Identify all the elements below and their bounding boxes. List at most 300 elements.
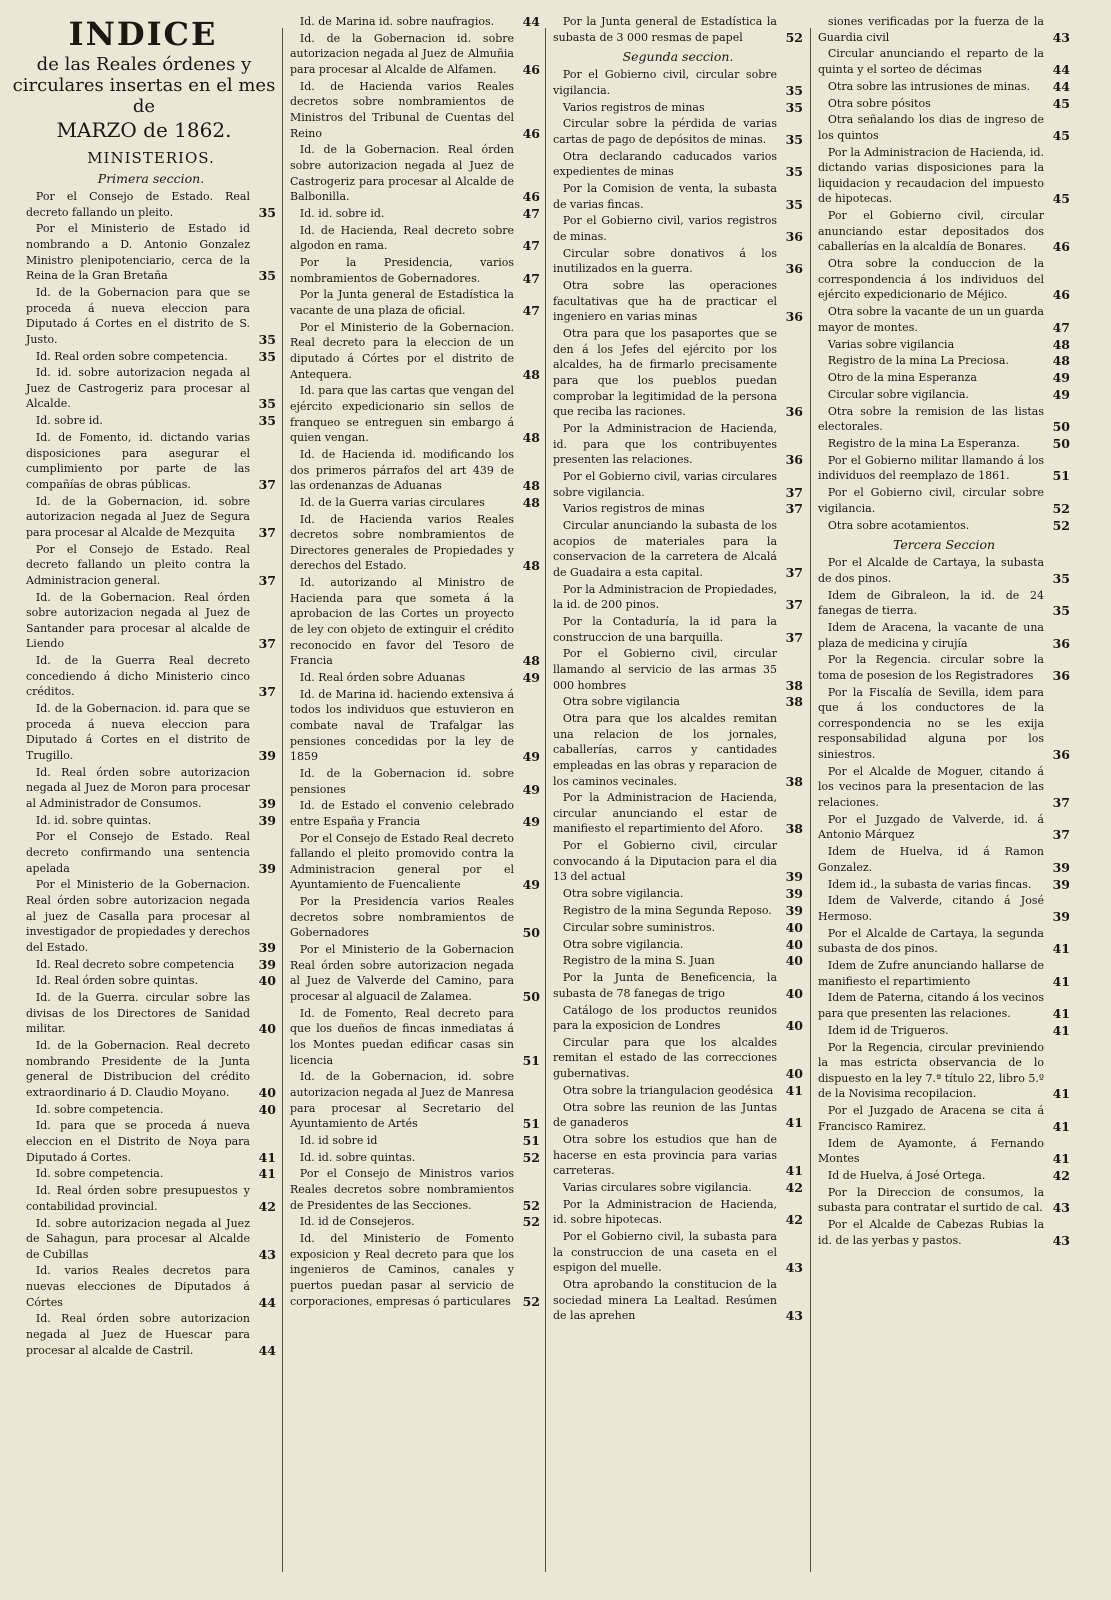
index-entry	[818, 304, 1070, 335]
entry-page-number: 39	[1052, 908, 1070, 924]
entry-page-number: 45	[1052, 95, 1070, 111]
entry-page-number: 44	[1052, 78, 1070, 94]
index-entry	[290, 142, 540, 204]
entry-text: Otra señalando los dias de ingreso de los quintos	[818, 113, 1044, 142]
entry-text: Por el Gobierno civil, circular convocando á la Diputacion para el dia 13 del actual	[553, 839, 777, 884]
index-entry	[818, 1168, 1070, 1184]
index-entry	[290, 223, 540, 254]
entry-text: Por el Ministerio de la Gobernacion. Real decreto para la eleccion de un diputado á Córtes por el distrito de Antequera.	[290, 320, 514, 381]
index-entry	[818, 685, 1070, 763]
section-heading-tercera: Tercera Seccion	[892, 537, 996, 553]
entry-text: Por el Consejo de Estado. Real decreto fallando un pleito contra la Administracion general.	[26, 542, 250, 587]
index-entry	[818, 14, 1070, 45]
entry-page-number: 43	[785, 1308, 803, 1324]
entry-list	[553, 67, 803, 1324]
entry-text: Id. sobre competencia.	[35, 1102, 164, 1116]
entry-page-number: 37	[258, 636, 276, 652]
entry-page-number: 47	[1052, 319, 1070, 335]
entry-text: Por el Gobierno civil, circular llamando al servicio de las armas 35 000 hombres	[553, 647, 777, 692]
index-entry	[290, 512, 540, 574]
column-divider	[282, 28, 283, 1572]
index-entry	[26, 494, 276, 541]
index-entry	[553, 501, 803, 517]
entry-page-number: 42	[785, 1212, 803, 1228]
index-entry	[818, 387, 1070, 403]
section-heading-primera: Primera seccion.	[97, 171, 205, 186]
entry-page-number: 48	[522, 430, 540, 446]
entry-page-number: 49	[522, 749, 540, 765]
index-entry	[818, 145, 1070, 207]
entry-page-number: 43	[258, 1246, 276, 1262]
index-entry	[818, 1103, 1070, 1134]
entry-page-number: 37	[258, 684, 276, 700]
entry-page-number: 35	[785, 131, 803, 147]
entry-text: Id de Huelva, á José Ortega.	[827, 1168, 986, 1182]
index-entry	[553, 886, 803, 902]
entry-page-number: 50	[522, 925, 540, 941]
index-entry	[553, 937, 803, 953]
entry-page-number: 52	[522, 1293, 540, 1309]
entry-page-number: 35	[258, 348, 276, 364]
entry-page-number: 45	[1052, 191, 1070, 207]
index-entry	[818, 844, 1070, 875]
entry-text: Id. para que las cartas que vengan del ejército expedicionario sin sellos de franqueo se entreguen sin embargo á quien vengan.	[290, 384, 514, 445]
entry-text: Id. de Hacienda varios Reales decretos sobre nombramientos de Ministros del Tribunal de Cuentas del Reino	[290, 79, 514, 140]
entry-text: Por el Alcalde de Cabezas Rubias la id. de las yerbas y pastos.	[818, 1218, 1044, 1247]
entry-page-number: 39	[258, 795, 276, 811]
entry-page-number: 44	[258, 1294, 276, 1310]
index-entry	[553, 920, 803, 936]
entry-text: Id. de la Gobernacion. id. para que se proceda á nueva eleccion para Diputado á Cortes en el distrito de Trugillo.	[26, 702, 250, 762]
index-entry	[290, 383, 540, 445]
entry-text: Id. de Fomento, Real decreto para que los dueños de fincas inmediatas á los Montes puedan edificar casas sin licencia	[290, 1006, 514, 1067]
entry-page-number: 36	[785, 261, 803, 277]
entry-text: Id. de la Gobernacion. Real órden sobre autorizacion negada al Juez de Castrogeriz para procesar al Alcalde de Balbonilla.	[290, 143, 514, 204]
entry-text: Circular sobre suministros.	[562, 920, 716, 934]
index-entry	[553, 116, 803, 147]
entry-page-number: 47	[522, 238, 540, 254]
entry-page-number: 36	[785, 404, 803, 420]
entry-page-number: 52	[522, 1214, 540, 1230]
index-entry	[290, 670, 540, 686]
entry-text: Registro de la mina Segunda Reposo.	[562, 904, 772, 917]
entry-text: Por la Administracion de Hacienda, id. dictando varias disposiciones para la liquidacion y recaudacion del impuesto de hipotecas.	[818, 145, 1044, 206]
entry-text: Otra para que los pasaportes que se den á los Jefes del ejército por los alcaldes, ha de firmarlo precisamente para que los pueblos puedan comprobar la legitimidad de la persona que reciba las raciones.	[553, 327, 777, 419]
index-entry	[553, 694, 803, 710]
entry-page-number: 41	[1052, 1118, 1070, 1134]
index-entry	[818, 926, 1070, 957]
index-entry	[553, 100, 803, 116]
entry-page-number: 43	[1052, 29, 1070, 45]
entry-page-number: 40	[785, 936, 803, 952]
index-entry	[818, 990, 1070, 1021]
entry-page-number: 37	[785, 597, 803, 613]
entry-text: Id. Real órden sobre autorizacion negada al Juez de Huescar para procesar al alcalde de Castril.	[26, 1312, 250, 1357]
entry-text: Varias sobre vigilancia	[827, 337, 955, 351]
index-entry	[553, 1035, 803, 1082]
entry-page-number: 37	[258, 572, 276, 588]
entry-page-number: 46	[522, 189, 540, 205]
entry-text: Id. sobre competencia.	[35, 1167, 164, 1181]
entry-text: Id. de la Guerra Real decreto concediendo á dicho Ministerio cinco créditos.	[26, 654, 250, 699]
entry-text: Otra sobre los estudios que han de hacerse en esta provincia para varias carreteras.	[553, 1133, 777, 1178]
index-entry	[553, 1100, 803, 1131]
entry-page-number: 42	[785, 1179, 803, 1195]
entry-text: Por el Ministerio de la Gobernacion Real órden sobre autorizacion negada al Juez de Valverde del Camino, para procesar al alguacil de Zalamea.	[290, 943, 514, 1003]
entry-page-number: 42	[1052, 1167, 1070, 1183]
entry-list	[818, 14, 1070, 533]
entry-text: Por la Regencia, circular previniendo la mas estricta observancia de lo dispuesto en la ley 7.ª título 22, libro 5.º de la Novisima recopilacion.	[818, 1040, 1044, 1101]
entry-page-number: 52	[1052, 500, 1070, 516]
entry-page-number: 44	[258, 1342, 276, 1358]
entry-text: Id. sobre id.	[35, 414, 103, 428]
entry-page-number: 37	[258, 476, 276, 492]
column-1	[12, 14, 276, 1359]
index-entry	[818, 877, 1070, 893]
entry-text: Varios registros de minas	[562, 502, 705, 516]
entry-text: Id. id. sobre quintas.	[35, 813, 152, 827]
index-entry	[26, 1102, 276, 1118]
index-entry	[290, 1214, 540, 1230]
entry-page-number: 52	[1052, 517, 1070, 533]
index-entry	[26, 365, 276, 412]
index-entry	[553, 1180, 803, 1196]
index-entry	[818, 485, 1070, 516]
entry-text: Otra sobre la conduccion de la correspondencia á los individuos del ejército expedicionario de Méjico.	[818, 257, 1044, 302]
index-entry	[26, 990, 276, 1037]
entry-page-number: 37	[258, 524, 276, 540]
index-entry	[26, 701, 276, 763]
entry-text: Por la Presidencia varios Reales decretos sobre nombramientos de Gobernadores	[290, 895, 514, 940]
entry-text: Id. de Marina id. haciendo extensiva á todos los individuos que estuvieron en combate naval de Trafalgar las pensiones concedidas por la ley de 1859	[290, 687, 514, 764]
entry-text: Id. Real órden sobre quintas.	[35, 974, 199, 988]
entry-text: Id. Real órden sobre presupuestos y contabilidad provincial.	[26, 1184, 250, 1213]
entry-text: Idem de Gibraleon, la id. de 24 fanegas de tierra.	[818, 588, 1044, 618]
index-entry	[553, 711, 803, 789]
entry-page-number: 35	[258, 413, 276, 429]
entry-page-number: 48	[522, 494, 540, 510]
entry-page-number: 49	[522, 781, 540, 797]
entry-page-number: 45	[1052, 127, 1070, 143]
index-entry	[818, 404, 1070, 435]
entry-page-number: 50	[1052, 436, 1070, 452]
index-entry	[290, 831, 540, 893]
entry-text: Otra sobre las reunion de las Juntas de ganaderos	[553, 1100, 777, 1130]
index-entry	[26, 1038, 276, 1100]
entry-page-number: 43	[785, 1260, 803, 1276]
index-entry	[553, 582, 803, 613]
entry-text: Id. Real órden sobre autorizacion negada al Juez de Moron para procesar al Administrador de Consumos.	[26, 765, 250, 810]
entry-page-number: 51	[522, 1132, 540, 1148]
entry-page-number: 41	[1052, 973, 1070, 989]
entry-page-number: 41	[785, 1115, 803, 1131]
index-entry	[290, 1150, 540, 1166]
entry-text: siones verificadas por la fuerza de la Guardia civil	[818, 15, 1044, 44]
index-entry	[553, 614, 803, 645]
entry-page-number: 41	[1052, 1151, 1070, 1167]
entry-page-number: 41	[258, 1149, 276, 1165]
entry-text: Por la Junta general de Estadística la vacante de una plaza de oficial.	[290, 288, 514, 317]
entry-text: Id. de Hacienda, Real decreto sobre algodon en rama.	[290, 223, 514, 253]
index-entry	[26, 877, 276, 955]
entry-page-number: 38	[785, 677, 803, 693]
index-entry	[26, 590, 276, 652]
entry-text: Idem id de Trigueros.	[827, 1023, 949, 1037]
entry-page-number: 44	[1052, 61, 1070, 77]
index-entry	[553, 518, 803, 580]
index-entry	[290, 1231, 540, 1309]
entry-page-number: 49	[522, 877, 540, 893]
entry-text: Idem de Zufre anunciando hallarse de manifiesto el repartimiento	[818, 959, 1044, 988]
index-entry	[553, 213, 803, 244]
entry-text: Circular anunciando el reparto de la quinta y el sorteo de décimas	[818, 47, 1044, 76]
entry-page-number: 39	[785, 886, 803, 902]
entry-page-number: 40	[258, 973, 276, 989]
index-entry	[26, 1216, 276, 1263]
index-entry	[26, 973, 276, 989]
index-entry	[290, 687, 540, 765]
entry-text: Id. Real orden sobre competencia.	[35, 349, 228, 363]
entry-text: Otro de la mina Esperanza	[827, 371, 977, 385]
entry-text: Id. autorizando al Ministro de Hacienda para que someta á la aprobacion de las Cortes un proyecto de ley con objeto de extinguir el crédito reconocido en favor del Tesoro de Francia	[290, 576, 514, 668]
entry-page-number: 40	[258, 1021, 276, 1037]
index-entry	[818, 1217, 1070, 1248]
entry-page-number: 52	[522, 1149, 540, 1165]
index-entry	[553, 838, 803, 885]
index-entry	[818, 518, 1070, 534]
index-entry	[290, 255, 540, 286]
index-entry	[290, 287, 540, 318]
entry-text: Id. de la Gobernacion id. sobre autorizacion negada al Juez de Almuñia para procesar al Alcalde de Alfamen.	[290, 31, 514, 76]
index-entry	[26, 189, 276, 220]
entry-text: Por el Gobierno civil, la subasta para la construccion de una caseta en el espigon del muelle.	[553, 1230, 777, 1275]
entry-text: Por el Alcalde de Cartaya, la subasta de dos pinos.	[818, 556, 1044, 585]
entry-page-number: 44	[522, 14, 540, 29]
entry-text: Circular para que los alcaldes remitan el estado de las correcciones gubernativas.	[553, 1035, 777, 1081]
entry-text: Por el Ministerio de Estado id nombrando a D. Antonio Gonzalez Ministro plenipotenciario, cerca de la Reina de la Gran Bretaña	[26, 222, 250, 283]
index-entry	[553, 326, 803, 420]
entry-page-number: 36	[1052, 747, 1070, 763]
entry-page-number: 35	[1052, 603, 1070, 619]
entry-page-number: 49	[522, 813, 540, 829]
entry-page-number: 46	[1052, 239, 1070, 255]
entry-page-number: 35	[258, 204, 276, 220]
entry-list	[818, 555, 1070, 1248]
entry-page-number: 48	[522, 653, 540, 669]
entry-text: Por el Consejo de Ministros varios Reales decretos sobre nombramientos de Presidentes de las Secciones.	[290, 1167, 514, 1212]
entry-text: Por el Gobierno civil, varios registros de minas.	[553, 214, 777, 244]
index-entry	[553, 970, 803, 1001]
entry-page-number: 36	[785, 452, 803, 468]
entry-page-number: 39	[258, 747, 276, 763]
index-entry	[290, 320, 540, 382]
entry-text: Idem de Paterna, citando á los vecinos para que presenten las relaciones.	[818, 991, 1044, 1021]
entry-text: Otra sobre vigilancia	[562, 695, 680, 709]
entry-page-number: 36	[785, 229, 803, 245]
entry-page-number: 38	[785, 821, 803, 837]
entry-page-number: 41	[1052, 1086, 1070, 1102]
index-entry	[553, 1197, 803, 1228]
entry-text: Id. id de Consejeros.	[299, 1215, 415, 1229]
entry-page-number: 39	[258, 812, 276, 828]
entry-text: Otra sobre las intrusiones de minas.	[827, 79, 1031, 93]
entry-page-number: 48	[522, 366, 540, 382]
entry-page-number: 38	[785, 694, 803, 710]
entry-page-number: 35	[258, 396, 276, 412]
entry-page-number: 36	[785, 309, 803, 325]
entry-page-number: 41	[785, 1163, 803, 1179]
entry-page-number: 38	[785, 773, 803, 789]
entry-page-number: 47	[522, 303, 540, 318]
entry-text: Por el Gobierno civil, circular anunciando estar depositados dos caballerías en la alcaldía de Bonares.	[818, 209, 1044, 254]
index-entry	[290, 798, 540, 829]
entry-text: Registro de la mina La Preciosa.	[827, 354, 1009, 368]
entry-page-number: 35	[785, 164, 803, 180]
page-title: INDICE	[68, 15, 218, 53]
index-entry	[818, 208, 1070, 255]
index-entry	[553, 246, 803, 277]
entry-page-number: 40	[785, 1018, 803, 1034]
entry-page-number: 36	[1052, 667, 1070, 683]
entry-text: Idem de Valverde, citando á José Hermoso.	[818, 894, 1044, 923]
entry-page-number: 48	[522, 478, 540, 494]
entry-page-number: 37	[785, 629, 803, 645]
entry-text: Id. id. sobre quintas.	[299, 1150, 416, 1164]
entry-page-number: 48	[522, 558, 540, 574]
entry-text: Registro de la mina La Esperanza.	[827, 437, 1020, 451]
entry-text: Por la Junta de Beneficencia, la subasta de 78 fanegas de trigo	[553, 971, 777, 1000]
entry-text: Varios registros de minas	[562, 100, 705, 114]
index-entry	[26, 813, 276, 829]
entry-text: Otra para que los alcaldes remitan una relacion de los jornales, caballerías, carros y cantidades empleadas en las obras y reparacion de los caminos vecinales.	[553, 712, 777, 788]
entry-page-number: 47	[522, 205, 540, 221]
entry-text: Por el Alcalde de Cartaya, la segunda subasta de dos pinos.	[818, 926, 1044, 956]
entry-page-number: 37	[785, 564, 803, 580]
index-entry	[26, 542, 276, 589]
index-entry	[553, 1229, 803, 1276]
entry-page-number: 49	[522, 669, 540, 685]
entry-page-number: 39	[1052, 859, 1070, 875]
entry-text: Por la Junta general de Estadística la subasta de 3 000 resmas de papel	[553, 15, 777, 44]
entry-text: Circular sobre donativos á los inutilizados en la guerra.	[553, 246, 777, 276]
index-entry	[818, 588, 1070, 619]
index-entry	[26, 1118, 276, 1165]
entry-page-number: 49	[1052, 370, 1070, 386]
index-entry	[26, 957, 276, 973]
entry-page-number: 51	[1052, 468, 1070, 484]
index-entry	[290, 1069, 540, 1131]
entry-text: Id. de Hacienda varios Reales decretos sobre nombramientos de Directores generales de Propiedades y derechos del Estado.	[290, 512, 514, 573]
entry-text: Id. de la Gobernacion, id. sobre autorizacion negada al Juez de Manresa para procesar al Secretario del Ayuntamiento de Artés	[290, 1070, 514, 1131]
entry-page-number: 36	[1052, 635, 1070, 651]
entry-page-number: 39	[1052, 876, 1070, 892]
entry-page-number: 39	[258, 939, 276, 955]
entry-text: Id. para que se proceda á nueva eleccion en el Distrito de Noya para Diputado á Cortes.	[26, 1119, 250, 1164]
entry-page-number: 35	[258, 268, 276, 284]
entry-text: Id. de la Gobernacion id. sobre pensiones	[290, 766, 514, 796]
index-entry	[26, 765, 276, 812]
entry-page-number: 35	[785, 82, 803, 98]
index-entry	[818, 436, 1070, 452]
index-entry	[818, 1040, 1070, 1102]
entry-page-number: 46	[1052, 287, 1070, 303]
entry-text: Id. Real decreto sobre competencia	[35, 957, 235, 971]
index-entry	[553, 1003, 803, 1034]
entry-text: Por el Gobierno civil, varias circulares sobre vigilancia.	[553, 469, 777, 499]
entry-text: Por el Juzgado de Aracena se cita á Francisco Ramirez.	[818, 1104, 1044, 1133]
entry-text: Por el Ministerio de la Gobernacion. Real órden sobre autorizacion negada al juez de Casalla para procesar al investigador de propiedades y derechos del Estado.	[26, 878, 250, 954]
entry-text: Otra sobre la remision de las listas electorales.	[818, 404, 1044, 434]
index-entry	[26, 1263, 276, 1310]
index-entry	[818, 1023, 1070, 1039]
entry-text: Otra sobre vigilancia.	[562, 937, 684, 951]
entry-text: Idem de Ayamonte, á Fernando Montes	[818, 1136, 1044, 1166]
entry-text: Id. del Ministerio de Fomento exposicion y Real decreto para que los ingenieros de Caminos, canales y puertos puedan pasar al servicio de corporaciones, empresas ó particulares	[290, 1232, 514, 1308]
index-entry	[818, 958, 1070, 989]
entry-page-number: 52	[785, 29, 803, 45]
index-entry	[26, 285, 276, 347]
entry-text: Id. de Hacienda id. modificando los dos primeros párrafos del art 439 de las ordenanzas de Aduanas	[290, 447, 514, 493]
entry-text: Por la Administracion de Hacienda, id. sobre hipotecas.	[553, 1197, 777, 1227]
entry-text: Circular anunciando la subasta de los acopios de materiales para la conservacion de la carretera de Alcalá de Guadaira a esta capital.	[553, 519, 777, 579]
index-entry	[818, 353, 1070, 369]
entry-page-number: 49	[1052, 386, 1070, 402]
index-entry	[26, 1311, 276, 1358]
entry-text: Circular sobre la pérdida de varias cartas de pago de depósitos de minas.	[553, 117, 777, 146]
index-entry	[26, 413, 276, 429]
index-entry	[818, 893, 1070, 924]
index-entry	[553, 1132, 803, 1179]
entry-page-number: 41	[258, 1166, 276, 1182]
index-entry	[553, 903, 803, 919]
index-entry	[290, 495, 540, 511]
entry-page-number: 39	[258, 860, 276, 876]
entry-text: Por la Contaduría, la id para la construccion de una barquilla.	[553, 615, 777, 644]
column-3	[553, 14, 803, 1325]
entry-list	[553, 14, 803, 45]
entry-text: Id. Real órden sobre Aduanas	[299, 670, 466, 684]
entry-text: Por la Comision de venta, la subasta de varias fincas.	[553, 182, 777, 211]
entry-list	[290, 14, 540, 1309]
page-date: MARZO de 1862.	[56, 118, 232, 142]
entry-text: Por la Direccion de consumos, la subasta para contratar el surtido de cal.	[818, 1185, 1044, 1215]
index-entry	[26, 349, 276, 365]
entry-page-number: 37	[785, 484, 803, 500]
entry-page-number: 43	[1052, 1200, 1070, 1216]
entry-text: Id. de la Gobernacion. Real decreto nombrando Presidente de la Junta general de Distribucion del crédito extraordinario á D. Claudio Moyano.	[26, 1039, 250, 1099]
entry-page-number: 40	[785, 919, 803, 935]
index-entry	[818, 1185, 1070, 1216]
index-entry	[818, 46, 1070, 77]
entry-list	[26, 189, 276, 1358]
entry-text: Por la Administracion de Propiedades, la id. de 200 pinos.	[553, 582, 777, 612]
entry-text: Idem de Aracena, la vacante de una plaza de medicina y cirujía	[818, 620, 1044, 650]
index-entry	[553, 1083, 803, 1099]
entry-page-number: 35	[785, 99, 803, 115]
entry-text: Por el Gobierno civil, circular sobre vigilancia.	[553, 68, 777, 97]
index-entry	[818, 652, 1070, 683]
index-entry	[818, 1136, 1070, 1167]
entry-text: Por la Regencia. circular sobre la toma de posesion de los Registradores	[818, 653, 1044, 682]
entry-text: Id. de Estado el convenio celebrado entre España y Francia	[290, 799, 514, 828]
index-entry	[553, 1277, 803, 1324]
entry-page-number: 46	[522, 125, 540, 141]
page-subtitle: de las Reales órdenes y circulares insertas en el mes de	[12, 54, 276, 117]
entry-page-number: 39	[258, 956, 276, 972]
ministerios-heading: MINISTERIOS.	[87, 149, 215, 167]
entry-text: Otra sobre la vacante de un un guarda mayor de montes.	[818, 305, 1044, 334]
entry-page-number: 37	[1052, 795, 1070, 811]
